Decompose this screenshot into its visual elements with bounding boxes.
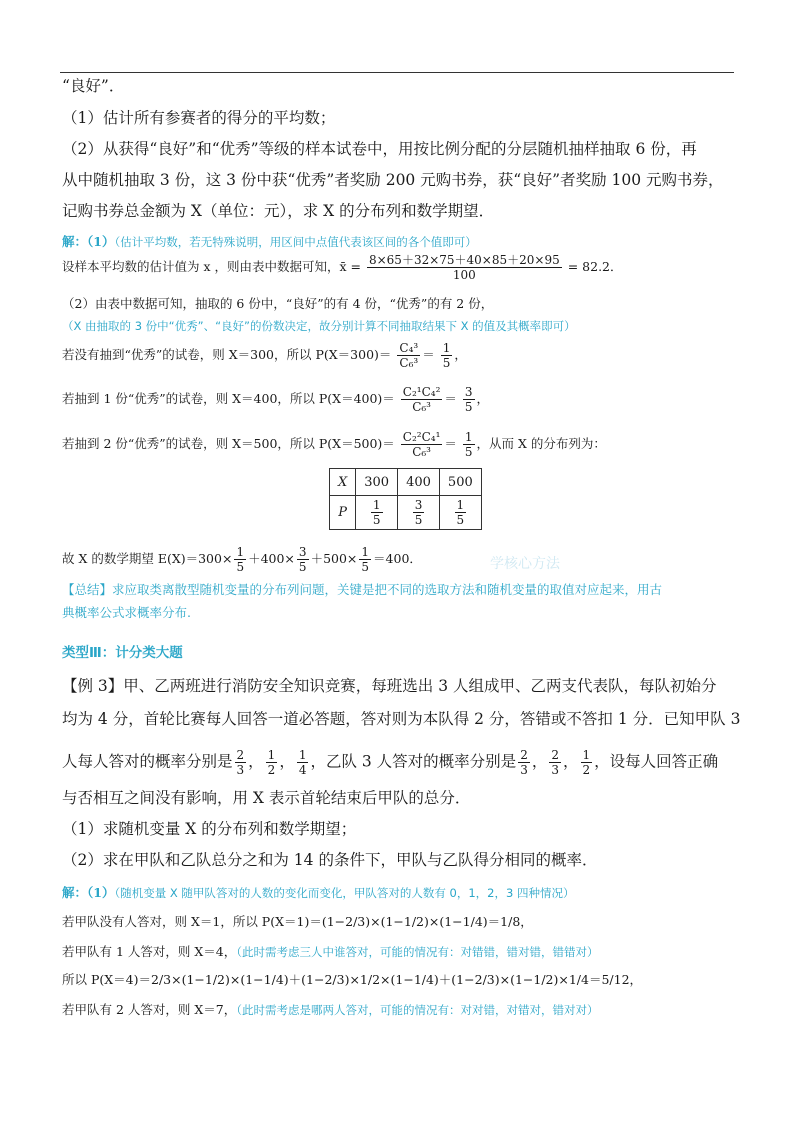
example-3-question-2: （2）求在甲队和乙队总分之和为 14 的条件下，甲队与乙队得分相同的概率． (62, 851, 598, 869)
case-1-result-fraction: $\frac{3}{5}$ (464, 385, 473, 414)
question-2-line-3: 记购书券总金额为 X（单位：元），求 X 的分布列和数学期望． (62, 202, 495, 220)
table-cell: $\frac{1}{5}$ (439, 496, 481, 530)
case-x4-text: 若甲队有 1 人答对，则 X＝4， (62, 944, 237, 959)
case-x7-note: （此时需考虑是哪两人答对，可能的情况有：对对错，对错对，错对对） (236, 1003, 599, 1017)
solution-1-header (62, 232, 736, 252)
question-2-line-1: （2）从获得“良好”和“优秀”等级的样本试卷中，用按比例分配的分层随机抽样抽取 6 份，再 (62, 140, 697, 158)
summary-line-2: 典概率公式求概率分布. (62, 605, 191, 620)
case-x7-line (62, 1000, 736, 1020)
table-cell: 300 (356, 469, 398, 496)
case-2-text: 若抽到 2 份“优秀”的试卷，则 X＝500，所以 P(X＝500)＝ (62, 436, 395, 451)
example-3-line-3: 人每人答对的概率分别是 $\frac{2}{3}$ ， $\frac{1}{2}$ ， $\frac{1}{4}$ ，乙队 3 人答对的概率分别是 $\frac{2}{3}$ ， $\frac{2}{3}$ ， $\frac{1}{2}$ ，设每人回答正确 (62, 748, 719, 777)
case-0-comb-fraction: $\frac{\text{C₄³}}{\text{C₆³}}$ (399, 341, 419, 370)
table-cell: 500 (439, 469, 481, 496)
table-cell: $\frac{3}{5}$ (398, 496, 440, 530)
table-row (330, 496, 482, 530)
summary-line-1: 【总结】求应取类离散型随机变量的分布列问题，关键是把不同的选取方法和随机变量的取值对应起来，用古 (62, 582, 663, 597)
example-3-question-1: （1）求随机变量 X 的分布列和数学期望； (62, 820, 357, 838)
expectation-line: 故 X 的数学期望 E(X)＝300× $\frac{1}{5}$ ＋400× $\frac{3}{5}$ ＋500× $\frac{1}{5}$ ＝400． (62, 545, 422, 574)
case-0-line: 若没有抽到“优秀”的试卷，则 X＝300，所以 P(X＝300)＝ $\frac{\text{C₄³}}{\text{C₆³}}$ ＝ $\frac{1}{5}$ ， (62, 341, 467, 370)
header-rule (60, 72, 734, 73)
table-x-label: X (330, 469, 356, 496)
solution-3-header (62, 883, 736, 903)
intro-line-0: “良好”． (62, 77, 125, 95)
example-3-line-1: 【例 3】甲、乙两班进行消防安全知识竞赛，每班选出 3 人组成甲、乙两支代表队，每队初始分 (62, 677, 717, 695)
mean-text: 设样本平均数的估计值为 x ，则由表中数据可知，x̄ = (62, 259, 361, 274)
expectation-text: 故 X 的数学期望 E(X)＝300× (62, 551, 233, 566)
example-3-text: 人每人答对的概率分别是 (62, 752, 233, 771)
case-1-comb-fraction: $\frac{\text{C₂¹C₄²}}{\text{C₆³}}$ (402, 385, 441, 414)
case-1-text: 若抽到 1 份“优秀”的试卷，则 X＝400，所以 P(X＝400)＝ (62, 391, 395, 406)
mean-fraction: $\frac{8\times 65+32\times 75+40\times 85+20\times 95}{100}$ (368, 253, 560, 282)
case-x4-equation: 所以 P(X＝4)＝2/3×(1−1/2)×(1−1/4)＋(1−2/3)×1/2×(1−1/4)＋(1−2/3)×(1−1/2)×1/4＝5/12， (62, 972, 643, 987)
distribution-table (329, 468, 482, 530)
solution-label: 解：（1） (62, 885, 115, 900)
solution-label: 解：（1） (62, 234, 115, 249)
section-title: 类型Ⅲ：计分类大题 (62, 645, 183, 661)
example-3-line-4: 与否相互之间没有影响，用 X 表示首轮结束后甲队的总分． (62, 789, 471, 807)
example-3-line-2: 均为 4 分，首轮比赛每人回答一道必答题，答对则为本队得 2 分，答错或不答扣 1 分．已知甲队 3 (62, 710, 741, 728)
table-p-label: P (330, 496, 356, 530)
case-x4-line (62, 942, 736, 962)
mean-estimate-line (62, 253, 736, 282)
solution-3-note: （随机变量 X 随甲队答对的人数的变化而变化，甲队答对的人数有 0，1，2，3 四种情况） (114, 886, 575, 900)
case-2-result-fraction: $\frac{1}{5}$ (464, 430, 473, 459)
table-cell: 400 (398, 469, 440, 496)
question-1: （1）估计所有参赛者的得分的平均数； (62, 109, 336, 127)
case-2-line: 若抽到 2 份“优秀”的试卷，则 X＝500，所以 P(X＝500)＝ $\frac{\text{C₂²C₄¹}}{\text{C₆³}}$ ＝ $\frac{1}{5}$ ，从而 X 的分布列为： (62, 430, 606, 459)
solution-1-note: （估计平均数，若无特殊说明，用区间中点值代表该区间的各个值即可） (114, 235, 477, 249)
case-x1-line: 若甲队没有人答对，则 X＝1，所以 P(X＝1)＝(1−2/3)×(1−1/2)×(1−1/4)＝1/8， (62, 914, 533, 929)
table-cell: $\frac{1}{5}$ (356, 496, 398, 530)
watermark: 学核心方法 (490, 556, 560, 572)
case-0-result-fraction: $\frac{1}{5}$ (442, 341, 451, 370)
case-x7-text: 若甲队有 2 人答对，则 X＝7， (62, 1002, 237, 1017)
mean-result: = 82.2． (567, 259, 623, 274)
table-row (330, 469, 482, 496)
case-1-line: 若抽到 1 份“优秀”的试卷，则 X＝400，所以 P(X＝400)＝ $\frac{\text{C₂¹C₄²}}{\text{C₆³}}$ ＝ $\frac{3}{5}$ ， (62, 385, 490, 414)
question-2-line-2: 从中随机抽取 3 份，这 3 份中获“优秀”者奖励 200 元购书券，获“良好”者奖励 100 元购书券， (62, 171, 724, 189)
case-2-comb-fraction: $\frac{\text{C₂²C₄¹}}{\text{C₆³}}$ (402, 430, 441, 459)
case-0-text: 若没有抽到“优秀”的试卷，则 X＝300，所以 P(X＝300)＝ (62, 347, 392, 362)
solution-2-line-1: （2）由表中数据可知，抽取的 6 份中，“良好”的有 4 份，“优秀”的有 2 份， (62, 296, 494, 311)
case-x4-note: （此时需考虑三人中谁答对，可能的情况有：对错错，错对错，错错对） (236, 945, 599, 959)
solution-2-note: （X 由抽取的 3 份中“优秀”、“良好”的份数决定，故分别计算不同抽取结果下 X 的值及其概率即可） (62, 319, 576, 333)
